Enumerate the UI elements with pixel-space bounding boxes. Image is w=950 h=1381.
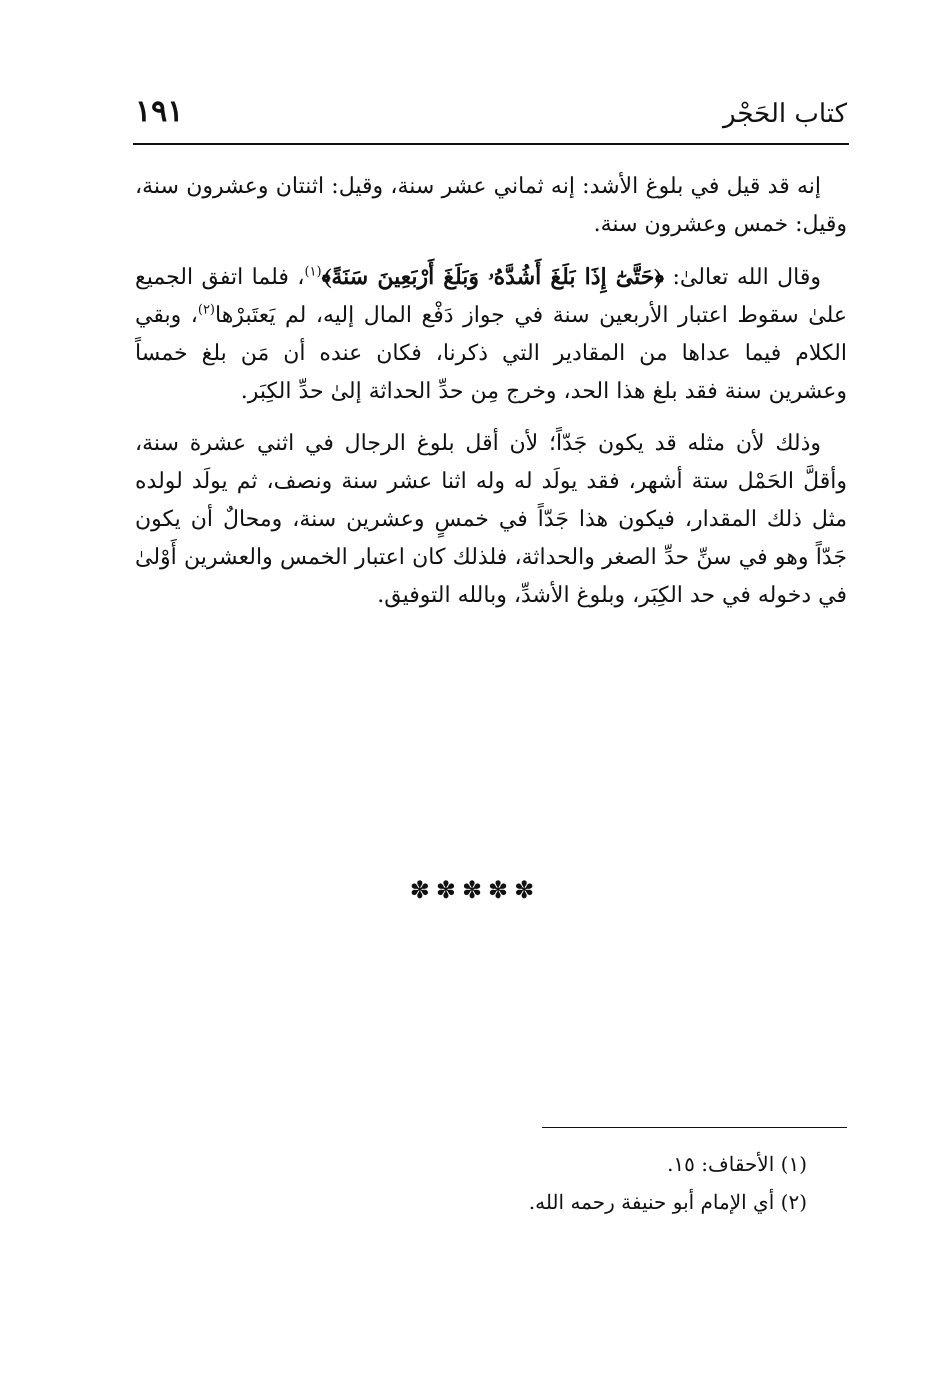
section-separator: ✽✽✽✽✽ (409, 876, 541, 904)
footnote-ref-2: (٢) (197, 302, 215, 318)
footnote-rule (542, 1127, 847, 1128)
paragraph-2-middle: ، فلما اتفق الجميع علىٰ سقوط اعتبار الأربعين سنة في جواز دَفْع المال إليه، لم يَعتَبرْها (135, 265, 847, 328)
paragraph-3: وذلك لأن مثله قد يكون جَدّاً؛ لأن أقل بلوغ الرجال في اثني عشرة سنة، وأقلَّ الحَمْل ستة أشهر، فقد يولَد له وله اثنا عشر سنة ونصف، ثم يولَد لولده مثل ذلك المقدار، فيكون هذا جَدّاً في خمسٍ وعشرين سنة، ومحالٌ أن يكون جَدّاً وهو في سنِّ حدِّ الصغر والحداثة، فلذلك كان اعتبار الخمس والعشرين أَوْلىٰ في دخوله في حد الكِبَر، وبلوغ الأشدِّ، وبالله التوفيق. (135, 431, 847, 608)
footnote-1: (١) الأحقاف: ١٥. (667, 1152, 807, 1176)
running-title: كتاب الحَجْر (723, 99, 847, 129)
main-text (135, 168, 847, 629)
page-number: ١٩١ (135, 94, 184, 129)
page-header (135, 92, 847, 142)
footnotes (135, 1146, 847, 1222)
paragraph-2 (135, 258, 847, 411)
paragraph-2-intro: وقال الله تعالىٰ: (664, 265, 821, 290)
header-rule (133, 143, 849, 145)
footnote-ref-1: (١) (304, 264, 322, 280)
paragraph-2-end: ، وبقي الكلام فيما عداها من المقادير التي ذكرنا، فكان عنده أن مَن بلغ خمساً وعشرين سنة فقد بلغ هذا الحد، وخرج مِن حدِّ الحداثة إلىٰ حدِّ الكِبَر. (135, 303, 847, 404)
quran-verse: ﴿حَتَّىٰٓ إِذَا بَلَغَ أَشُدَّهُۥ وَبَلَغَ أَرْبَعِينَ سَنَةً﴾ (321, 264, 665, 290)
footnote-2: (٢) أي الإمام أبو حنيفة رحمه الله. (528, 1190, 807, 1214)
paragraph-1: إنه قد قيل في بلوغ الأشد: إنه ثماني عشر سنة، وقيل: اثنتان وعشرون سنة، وقيل: خمس وعشرون سنة. (135, 174, 847, 237)
